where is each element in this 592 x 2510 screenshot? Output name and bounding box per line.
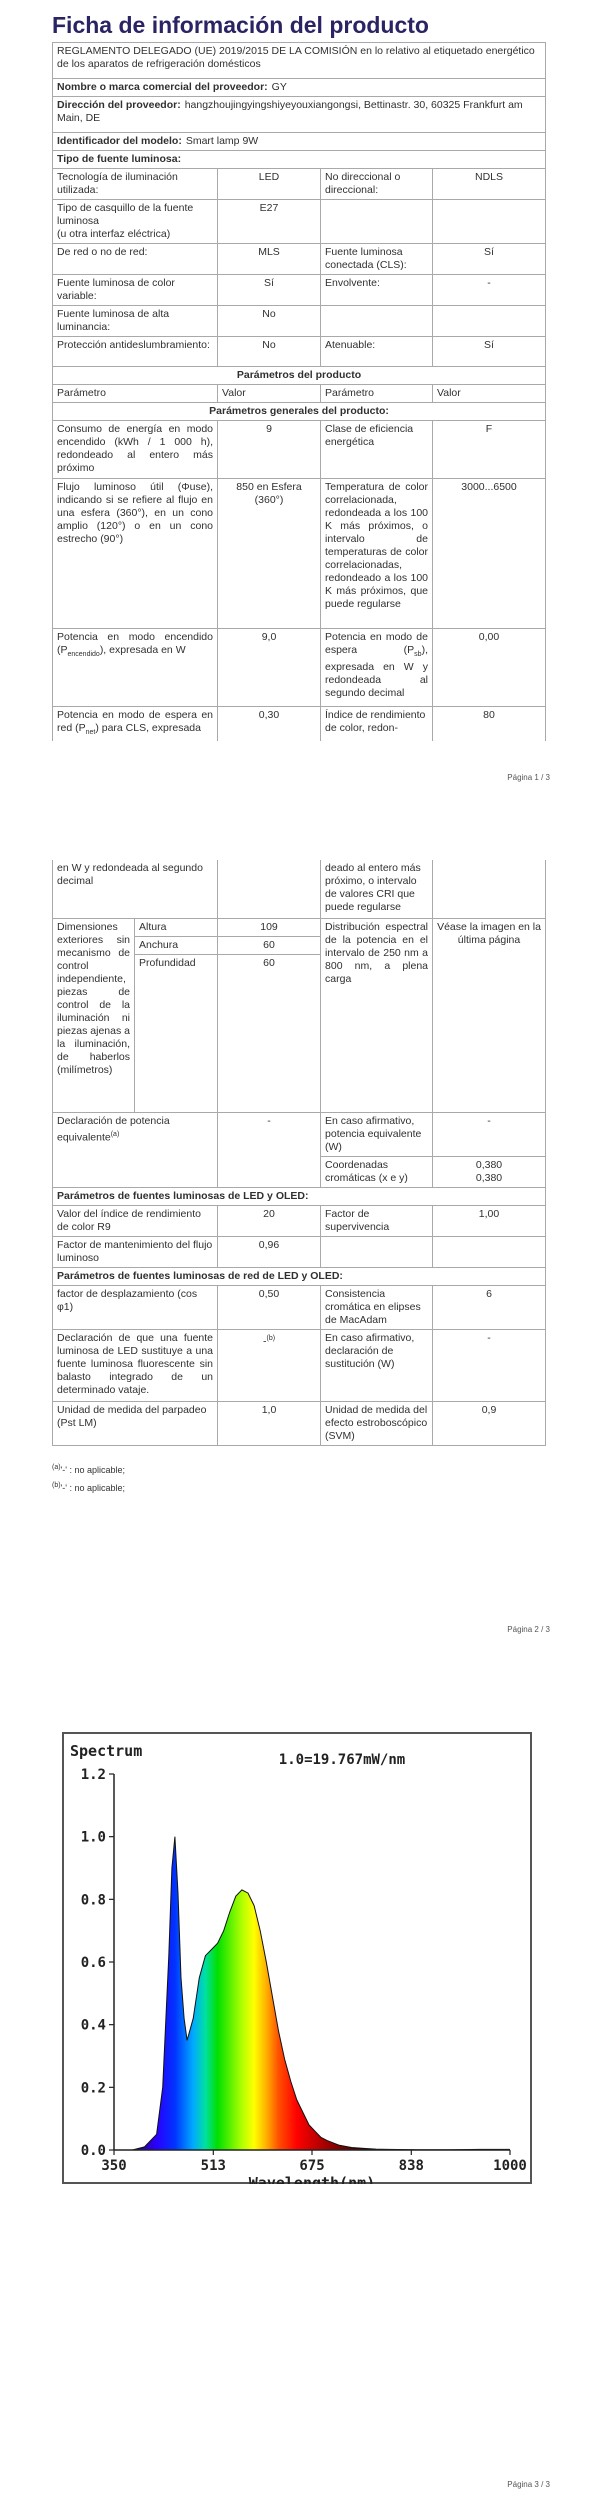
cri-label-cont: deado al entero más próximo, o intervalo de valores CRI que puede regularse: [321, 860, 433, 918]
x-axis-label: Wavelength(nm): [248, 2174, 376, 2184]
tech-value: LED: [218, 169, 321, 200]
luminous-flux-value: 850 en Esfera (360°): [218, 479, 321, 629]
network-standby-label: [53, 707, 218, 742]
network-standby-label-cont: en W y redondeada al segundo decimal: [53, 860, 218, 918]
stroboscopic-value: 0,9: [433, 1401, 546, 1445]
cap-type-value: E27: [218, 200, 321, 244]
on-mode-power-label: [53, 629, 218, 707]
survival-factor-value: 1,00: [433, 1205, 546, 1236]
general-params-heading: Parámetros generales del producto:: [53, 403, 546, 421]
y-tick-label: 0.2: [80, 2080, 106, 2097]
luminous-flux-label: Flujo luminoso útil (Φuse), indicando si se refiere al flujo en una esfera (360°), en un cono amplio (120°) o en un cono estrecho (90°): [53, 479, 218, 629]
lumen-maintenance-value: 0,96: [218, 1236, 321, 1267]
page-number: Página 3 / 3: [507, 2480, 550, 2489]
product-info-table: [52, 42, 546, 741]
footnote-a-mark: (a): [52, 1464, 61, 1471]
chromaticity-value: [433, 1156, 546, 1187]
regulation-text: REGLAMENTO DELEGADO (UE) 2019/2015 DE LA COMISIÓN en lo relativo al etiquetado energético de los aparatos de refrigeración domésticos: [53, 43, 546, 79]
on-mode-power-text: Potencia en modo encendido (P: [57, 631, 213, 656]
envelope-value: -: [433, 275, 546, 306]
model-label: Identificador del modelo:: [57, 135, 182, 147]
dimmable-value: Sí: [433, 337, 546, 367]
equivalent-power-value: -: [218, 1112, 321, 1187]
chart-annotation: 1.0=19.767mW/nm: [278, 1752, 406, 1768]
page-number: Página 2 / 3: [507, 1625, 550, 1634]
flicker-label: Unidad de medida del parpadeo (Pst LM): [53, 1401, 218, 1445]
mains-led-heading: Parámetros de fuentes luminosas de red de LED y OLED:: [53, 1267, 546, 1285]
model-value: Smart lamp 9W: [185, 135, 259, 147]
y-tick-label: 0.4: [80, 2017, 106, 2034]
chart-title: Spectrum: [70, 1742, 143, 1760]
dim-height-label: Altura: [135, 918, 218, 936]
directional-label: No direccional o direccional:: [321, 169, 433, 200]
product-params-heading: Parámetros del producto: [53, 367, 546, 385]
chromaticity-y: 0,380: [475, 1171, 503, 1184]
dim-depth-label: Profundidad: [135, 954, 218, 1112]
cls-label: Fuente luminosa conectada (CLS):: [321, 244, 433, 275]
cct-label: Temperatura de color correlacionada, redondeada a los 100 K más próximos, o intervalo de temperaturas de color correlacionadas, redondeado a los 100 K más próximos, que puede regularse: [321, 479, 433, 629]
supplier-address-row: [53, 97, 546, 133]
displacement-factor-label: factor de desplazamiento (cos φ1): [53, 1285, 218, 1329]
page-1: [0, 0, 592, 785]
spectrum-svg: [62, 1732, 532, 2184]
empty-cell: [433, 1236, 546, 1267]
r9-label: Valor del índice de rendimiento de color R9: [53, 1205, 218, 1236]
light-source-type-heading: Tipo de fuente luminosa:: [53, 151, 546, 169]
dim-height-value: 109: [218, 918, 321, 936]
equivalent-yes-value: -: [433, 1112, 546, 1156]
replacement-claim-value: [218, 1329, 321, 1401]
high-luminance-value: No: [218, 306, 321, 337]
directional-value: NDLS: [433, 169, 546, 200]
page-2: [0, 860, 592, 1640]
col-header-value: Valor: [433, 385, 546, 403]
energy-consumption-label: Consumo de energía en modo encendido (kWh / 1 000 h), redondeado al entero más próximo: [53, 421, 218, 479]
page-number: Página 1 / 3: [507, 773, 550, 782]
anti-glare-value: No: [218, 337, 321, 367]
efficiency-class-value: F: [433, 421, 546, 479]
cri-label: Índice de rendimiento de color, redon-: [321, 707, 433, 742]
network-standby-text: Potencia en modo de espera en red (P: [57, 709, 213, 734]
x-tick-label: 350: [101, 2158, 127, 2174]
x-tick-label: 838: [398, 2158, 424, 2174]
on-mode-power-value: 9,0: [218, 629, 321, 707]
spectral-distribution-value: Véase la imagen en la última página: [433, 918, 546, 1112]
spectrum-chart: [62, 1732, 532, 2184]
replacement-yes-value: -: [433, 1329, 546, 1401]
document-title: Ficha de información del producto: [52, 12, 429, 38]
equivalent-power-text: Declaración de potencia equivalente: [57, 1114, 170, 1143]
footnote-ref-b: (b): [266, 1334, 276, 1342]
dim-width-label: Anchura: [135, 936, 218, 954]
model-row: [53, 133, 546, 151]
empty-cell: [218, 860, 321, 918]
efficiency-class-label: Clase de eficiencia energética: [321, 421, 433, 479]
cap-type-label: Tipo de casquillo de la fuente luminosa (u otra interfaz eléctrica): [53, 200, 218, 244]
footnote-a: [52, 1460, 125, 1478]
tech-label: Tecnología de iluminación utilizada:: [53, 169, 218, 200]
empty-cell: [321, 306, 433, 337]
led-oled-heading: Parámetros de fuentes luminosas de LED y OLED:: [53, 1187, 546, 1205]
empty-cell: [433, 860, 546, 918]
footnote-a-text: '-' : no aplicable;: [60, 1465, 126, 1475]
lumen-maintenance-label: Factor de mantenimiento del flujo luminoso: [53, 1236, 218, 1267]
mains-value: MLS: [218, 244, 321, 275]
empty-cell: [321, 200, 433, 244]
color-tunable-label: Fuente luminosa de color variable:: [53, 275, 218, 306]
x-tick-label: 675: [299, 2158, 325, 2174]
supplier-name-row: [53, 79, 546, 97]
replacement-claim-dash: -: [262, 1335, 267, 1347]
footnote-b: [52, 1478, 125, 1496]
dim-depth-value: 60: [218, 954, 321, 1112]
empty-cell: [433, 200, 546, 244]
r9-value: 20: [218, 1205, 321, 1236]
standby-power-label: [321, 629, 433, 707]
dimensions-label: Dimensiones exteriores sin mecanismo de control independiente, piezas de control de la iluminación ni piezas ajenas a la iluminación, de haberlos (milímetros): [53, 918, 135, 1112]
high-luminance-label: Fuente luminosa de alta luminancia:: [53, 306, 218, 337]
macadam-value: 6: [433, 1285, 546, 1329]
y-tick-label: 1.0: [80, 1829, 106, 1846]
cri-value: 80: [433, 707, 546, 742]
standby-power-value: 0,00: [433, 629, 546, 707]
y-tick-label: 0.8: [80, 1892, 106, 1909]
standby-power-sub: sb: [414, 651, 422, 659]
displacement-factor-value: 0,50: [218, 1285, 321, 1329]
mains-label: De red o no de red:: [53, 244, 218, 275]
cct-value: 3000...6500: [433, 479, 546, 629]
chromaticity-x: 0,380: [475, 1158, 503, 1171]
supplier-address-value: hangzhoujingyingshiyeyouxiangongsi, Bettinastr. 30, 60325 Frankfurt am Main, DE: [57, 99, 523, 124]
footnote-b-text: '-' : no aplicable;: [60, 1483, 126, 1493]
network-standby-value: 0,30: [218, 707, 321, 742]
envelope-label: Envolvente:: [321, 275, 433, 306]
footnote-b-mark: (b): [52, 1482, 61, 1489]
col-header-param: Parámetro: [53, 385, 218, 403]
macadam-label: Consistencia cromática en elipses de MacAdam: [321, 1285, 433, 1329]
standby-power-text-end: ), expresada en W y redondeada al segundo decimal: [325, 644, 428, 700]
footnote-ref-a: (a): [110, 1130, 120, 1138]
on-mode-power-sub: encendido: [67, 651, 100, 659]
standby-power-text: Potencia en modo de espera (P: [325, 631, 428, 656]
x-tick-label: 1000: [493, 2158, 527, 2174]
dim-width-value: 60: [218, 936, 321, 954]
equivalent-yes-label: En caso afirmativo, potencia equivalente (W): [321, 1112, 433, 1156]
equivalent-power-label: [53, 1112, 218, 1187]
network-standby-text-end: ) para CLS, expresada: [95, 722, 201, 734]
flicker-value: 1,0: [218, 1401, 321, 1445]
empty-cell: [433, 306, 546, 337]
chromaticity-label: Coordenadas cromáticas (x e y): [321, 1156, 433, 1187]
x-tick-label: 513: [200, 2158, 226, 2174]
col-header-value: Valor: [218, 385, 321, 403]
on-mode-power-text-end: ), expresada en W: [99, 644, 186, 656]
color-tunable-value: Sí: [218, 275, 321, 306]
survival-factor-label: Factor de supervivencia: [321, 1205, 433, 1236]
empty-cell: [321, 1236, 433, 1267]
stroboscopic-label: Unidad de medida del efecto estroboscópico (SVM): [321, 1401, 433, 1445]
replacement-yes-label: En caso afirmativo, declaración de sustitución (W): [321, 1329, 433, 1401]
energy-consumption-value: 9: [218, 421, 321, 479]
col-header-param: Parámetro: [321, 385, 433, 403]
y-tick-label: 1.2: [80, 1767, 106, 1783]
cls-value: Sí: [433, 244, 546, 275]
anti-glare-label: Protección antideslumbramiento:: [53, 337, 218, 367]
supplier-name-label: Nombre o marca comercial del proveedor:: [57, 81, 268, 93]
y-tick-label: 0.6: [80, 1955, 106, 1971]
supplier-address-label: Dirección del proveedor:: [57, 99, 181, 111]
product-info-table-continued: [52, 860, 546, 1446]
supplier-name-value: GY: [271, 81, 287, 93]
y-tick-label: 0.0: [80, 2143, 106, 2159]
spectral-distribution-label: Distribución espectral de la potencia en el intervalo de 250 nm a 800 nm, a plena carga: [321, 918, 433, 1112]
network-standby-sub: net: [85, 729, 96, 737]
dimmable-label: Atenuable:: [321, 337, 433, 367]
replacement-claim-label: Declaración de que una fuente luminosa de LED sustituye a una fuente luminosa fluorescente sin balasto integrado de un determinado vataje.: [53, 1329, 218, 1401]
